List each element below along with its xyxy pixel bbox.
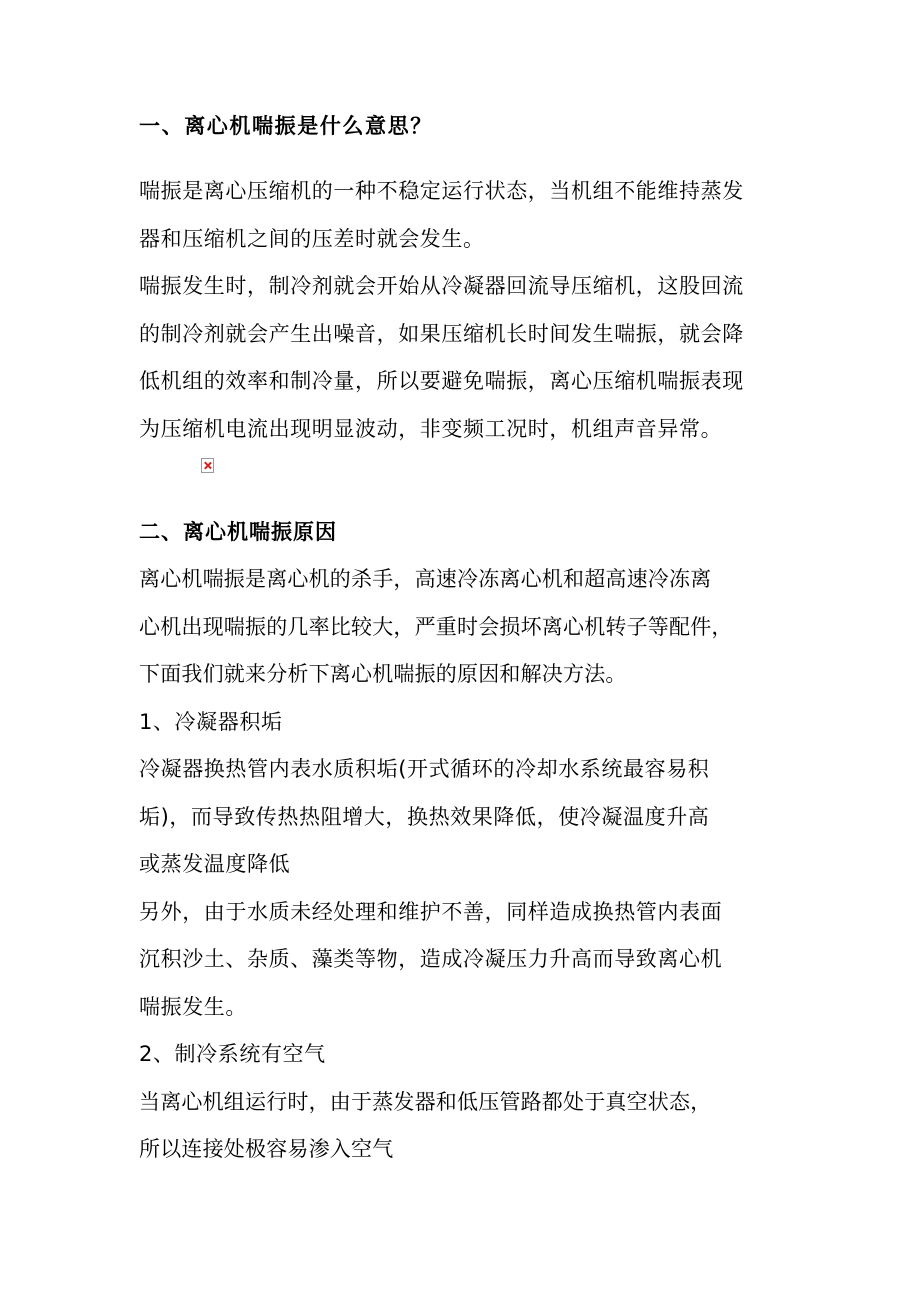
text-line: 低机组的效率和制冷量，所以要避免喘振，离心压缩机喘振表现 — [139, 369, 744, 393]
text-line: 另外，由于水质未经处理和维护不善，同样造成换热管内表面 — [139, 899, 723, 924]
section-2-intro — [139, 556, 789, 699]
section-1-paragraph-2 — [139, 263, 789, 453]
text-line: 垢)，而导致传热热阻增大，换热效果降低，使冷凝温度升高 — [139, 804, 710, 829]
text-line: 下面我们就来分析下离心机喘振的原因和解决方法。 — [139, 662, 627, 686]
cause-1-paragraph-2 — [139, 889, 789, 1032]
text-line: 器和压缩机之间的压差时就会发生。 — [139, 226, 485, 251]
text-line: 当离心机组运行时，由于蒸发器和低压管路都处于真空状态， — [139, 1089, 712, 1114]
text-line: 喘振发生时，制冷剂就会开始从冷凝器回流导压缩机，这股回流 — [139, 274, 744, 298]
section-1-paragraph-1 — [139, 168, 789, 263]
cause-2-title — [139, 1031, 789, 1079]
cause-1-paragraph-1 — [139, 746, 789, 889]
section-1-heading: 一、离心机喘振是什么意思？ — [139, 114, 433, 138]
text-line: 为压缩机电流出现明显波动，非变频工况时，机组声音异常。 — [139, 416, 723, 441]
text-line: 所以连接处极容易渗入空气 — [139, 1137, 394, 1161]
text-line: 1、冷凝器积垢 — [139, 709, 283, 734]
text-line: 喘振是离心压缩机的一种不稳定运行状态，当机组不能维持蒸发 — [139, 179, 744, 203]
cause-1-title — [139, 699, 789, 747]
section-2-heading: 二、离心机喘振原因 — [139, 520, 337, 544]
document-body — [139, 112, 789, 1174]
text-line: 喘振发生。 — [139, 994, 247, 1019]
text-line: 离心机喘振是离心机的杀手，高速冷冻离心机和超高速冷冻离 — [139, 567, 712, 591]
text-line: 心机出现喘振的几率比较大，严重时会损坏离心机转子等配件， — [139, 614, 733, 639]
cause-2-paragraph-1 — [139, 1079, 789, 1174]
text-line: 的制冷剂就会产生出噪音，如果压缩机长时间发生喘振，就会降 — [139, 321, 744, 346]
text-line: 沉积沙土、杂质、藻类等物，造成冷凝压力升高而导致离心机 — [139, 947, 723, 971]
text-line: 冷凝器换热管内表水质积垢(开式循环的冷却水系统最容易积 — [139, 757, 710, 781]
text-line: 或蒸发温度降低 — [139, 852, 291, 876]
text-line: 2、制冷系统有空气 — [139, 1042, 326, 1066]
